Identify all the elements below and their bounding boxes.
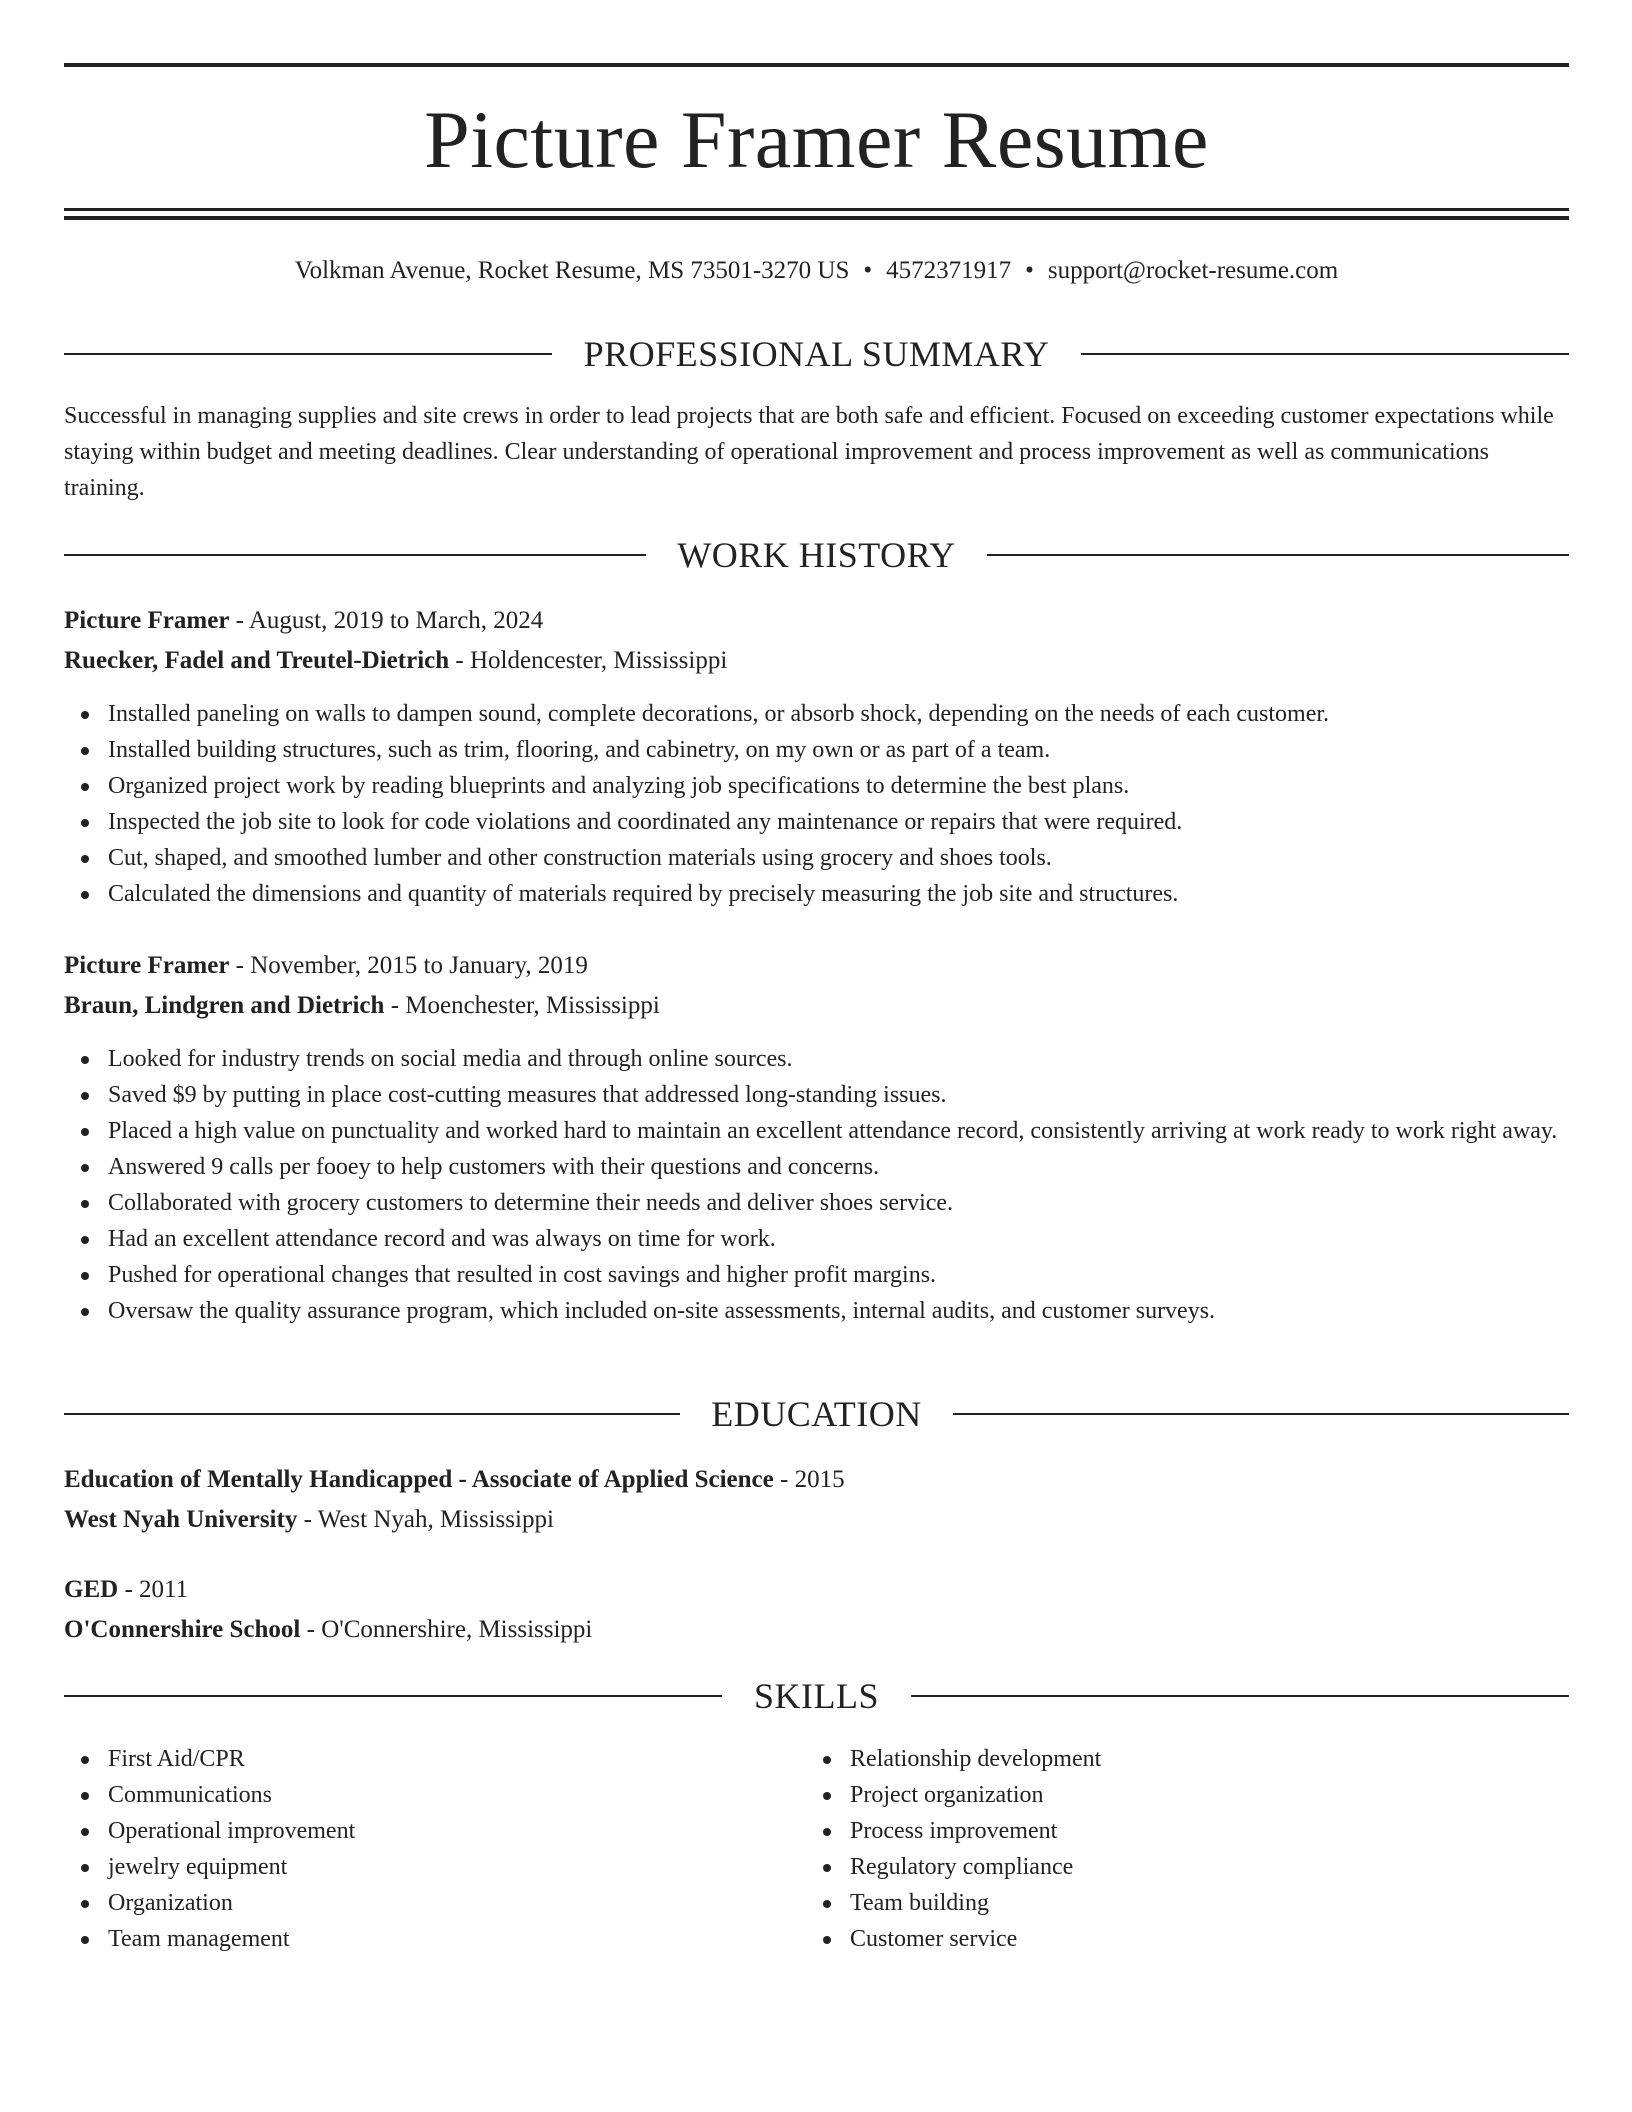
- job-bullet: Saved $9 by putting in place cost-cutting measures that addressed long-standing issues.: [64, 1077, 1569, 1113]
- job-company: Braun, Lindgren and Dietrich: [64, 992, 385, 1019]
- skill-item: Process improvement: [806, 1813, 1506, 1849]
- work-history-heading: [64, 533, 1569, 577]
- heading-rule-right: [911, 1695, 1569, 1697]
- job-bullet: Had an excellent attendance record and was always on time for work.: [64, 1221, 1569, 1257]
- skills-heading-label: SKILLS: [753, 1676, 879, 1716]
- job-title: Picture Framer: [64, 952, 230, 979]
- heading-rule-right: [987, 554, 1569, 556]
- skills-list-left: [64, 1741, 764, 1957]
- skill-item: Relationship development: [806, 1741, 1506, 1777]
- title-rule-upper: [64, 208, 1569, 211]
- job-title-line: [64, 947, 1569, 985]
- job-bullet: Collaborated with grocery customers to determine their needs and deliver shoes service.: [64, 1185, 1569, 1221]
- contact-address: Volkman Avenue, Rocket Resume, MS 73501-3270 US: [294, 257, 850, 284]
- skill-item: Customer service: [806, 1921, 1506, 1957]
- job-location: - Holdencester, Mississippi: [449, 647, 728, 674]
- job-company-line: [64, 987, 1569, 1025]
- skill-item: Team building: [806, 1885, 1506, 1921]
- job-company: Ruecker, Fadel and Treutel-Dietrich: [64, 647, 450, 674]
- job-bullets: [64, 1041, 1569, 1329]
- education-degree-line: [64, 1571, 1569, 1609]
- job-dates: - August, 2019 to March, 2024: [229, 607, 544, 634]
- work-history-heading-label: WORK HISTORY: [677, 535, 956, 575]
- skills-heading: [64, 1674, 1569, 1718]
- skill-item: Operational improvement: [64, 1813, 764, 1849]
- education-school: O'Connershire School: [64, 1616, 301, 1643]
- skill-item: Communications: [64, 1777, 764, 1813]
- job-bullets: [64, 696, 1569, 912]
- skill-item: Organization: [64, 1885, 764, 1921]
- skill-item: Team management: [64, 1921, 764, 1957]
- job-company-line: [64, 642, 1569, 680]
- heading-rule-right: [953, 1413, 1569, 1415]
- education-school: West Nyah University: [64, 1506, 298, 1533]
- job-bullet: Inspected the job site to look for code violations and coordinated any maintenance or repairs that were required.: [64, 804, 1569, 840]
- title-rule-lower: [64, 216, 1569, 220]
- contact-separator: •: [1025, 257, 1034, 284]
- summary-heading: [64, 332, 1569, 376]
- job-bullet: Placed a high value on punctuality and worked hard to maintain an excellent attendance record, consistently arriving at work ready to work right away.: [64, 1113, 1569, 1149]
- education-degree: GED: [64, 1576, 119, 1603]
- education-degree-line: [64, 1461, 1569, 1499]
- skill-item: Project organization: [806, 1777, 1506, 1813]
- education-school-line: [64, 1501, 1569, 1539]
- top-rule: [64, 63, 1569, 67]
- education-year: - 2015: [773, 1466, 845, 1493]
- summary-text: Successful in managing supplies and site crews in order to lead projects that are both safe and efficient. Focused on exceeding customer expectations while staying within budget and meeting deadlines. Clear understanding of operational improvement and process improvement as well as communications training.: [64, 403, 1554, 501]
- education-school-line: [64, 1611, 1569, 1649]
- job-bullet: Organized project work by reading blueprints and analyzing job specifications to determine the best plans.: [64, 768, 1569, 804]
- job-location: - Moenchester, Mississippi: [384, 992, 660, 1019]
- job-bullet: Calculated the dimensions and quantity of materials required by precisely measuring the job site and structures.: [64, 876, 1569, 912]
- skill-item: Regulatory compliance: [806, 1849, 1506, 1885]
- job-bullet: Answered 9 calls per fooey to help customers with their questions and concerns.: [64, 1149, 1569, 1185]
- skill-item: First Aid/CPR: [64, 1741, 764, 1777]
- skill-item: jewelry equipment: [64, 1849, 764, 1885]
- contact-separator: •: [863, 257, 873, 284]
- education-degree: Education of Mentally Handicapped - Associate of Applied Science: [64, 1466, 774, 1493]
- contact-line: [64, 254, 1569, 288]
- job-bullet: Cut, shaped, and smoothed lumber and other construction materials using grocery and shoes tools.: [64, 840, 1569, 876]
- job-title: Picture Framer: [64, 607, 230, 634]
- job-bullet: Installed paneling on walls to dampen sound, complete decorations, or absorb shock, depending on the needs of each customer.: [64, 696, 1569, 732]
- education-heading-label: EDUCATION: [711, 1394, 922, 1434]
- education-location: - West Nyah, Mississippi: [297, 1506, 554, 1533]
- resume-title: Picture Framer Resume: [424, 94, 1209, 185]
- contact-email: support@rocket-resume.com: [1047, 257, 1339, 284]
- contact-phone: 4572371917: [886, 257, 1012, 284]
- job-bullet: Oversaw the quality assurance program, which included on-site assessments, internal audits, and customer surveys.: [64, 1293, 1569, 1329]
- heading-rule-right: [1081, 353, 1569, 355]
- summary-heading-label: PROFESSIONAL SUMMARY: [583, 334, 1050, 374]
- job-title-line: [64, 602, 1569, 640]
- skills-list-right: [806, 1741, 1506, 1957]
- job-dates: - November, 2015 to January, 2019: [229, 952, 588, 979]
- job-bullet: Pushed for operational changes that resulted in cost savings and higher profit margins.: [64, 1257, 1569, 1293]
- education-location: - O'Connershire, Mississippi: [300, 1616, 593, 1643]
- job-bullet: Installed building structures, such as trim, flooring, and cabinetry, on my own or as part of a team.: [64, 732, 1569, 768]
- education-year: - 2011: [118, 1576, 189, 1603]
- job-bullet: Looked for industry trends on social media and through online sources.: [64, 1041, 1569, 1077]
- education-heading: [64, 1392, 1569, 1436]
